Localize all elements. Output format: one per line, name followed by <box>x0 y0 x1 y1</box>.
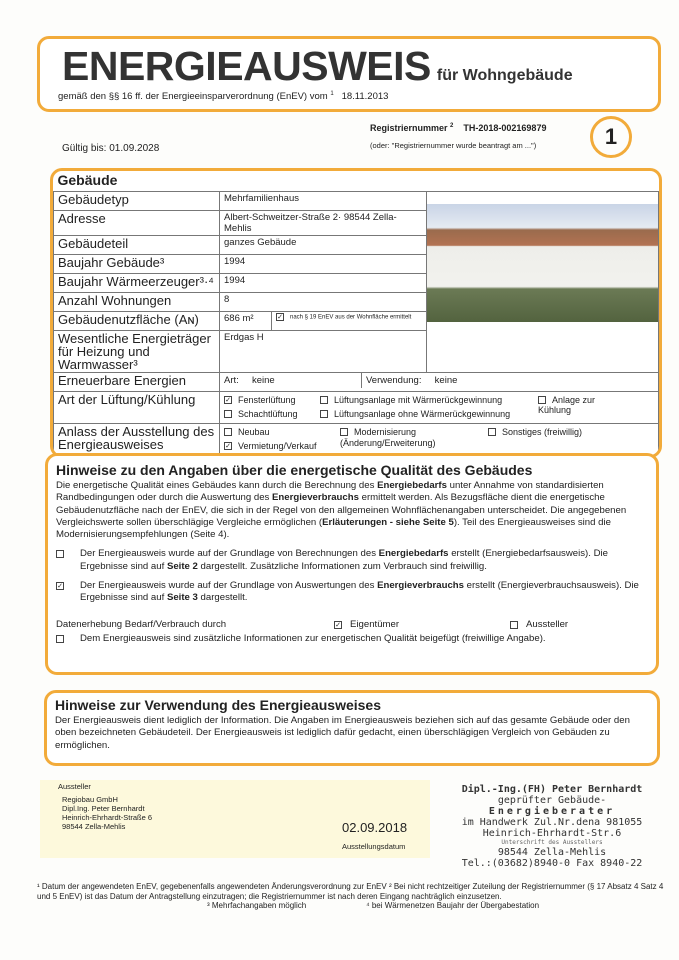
checkbox-checked[interactable]: ✓ <box>225 443 231 451</box>
checkbox[interactable] <box>224 428 232 436</box>
consumption-certificate-option <box>56 580 648 605</box>
text: Die energetische Qualität eines Gebäudes kann durch die Berechnung des <box>56 480 378 491</box>
bold-text: Energiebedarfs <box>378 548 449 560</box>
bold-text: Energieverbrauchs <box>272 492 359 504</box>
text: ). Teil des Energieausweises sind die Modernisierungsempfehlungen (Seite 4). <box>56 516 611 541</box>
text: Der Energieausweis wurde auf der Grundlage von Berechnungen des <box>80 548 379 560</box>
bold-text: Seite 3 <box>166 592 198 604</box>
row-label: Adresse <box>54 210 220 235</box>
intro-text <box>56 480 648 541</box>
checkbox[interactable] <box>320 410 328 418</box>
checkbox[interactable] <box>340 428 348 436</box>
issue-date-label: Ausstellungsdatum <box>342 842 406 851</box>
row-value: Albert-Schweitzer-Straße 2· 98544 Zella-Mehlis <box>220 210 427 235</box>
ventilation-options: ✓ Fensterlüftung Lüftungsanlage mit Wärmerückgewinnung Anlage zur Kühlung Schachtlüftung Lüftungsanlage ohne Wärmerückgewinnung <box>220 391 659 423</box>
row-label: Wesentliche Energieträger für Heizung und Warmwasser³ <box>54 330 220 372</box>
checkbox[interactable] <box>538 396 546 404</box>
row-label: Baujahr Gebäude³ <box>54 254 220 273</box>
row-label: Baujahr Wärmeerzeuger³·⁴ <box>54 273 220 292</box>
row-value: 686 m² <box>220 311 272 330</box>
text: dargestellt. <box>197 592 248 604</box>
checkbox[interactable] <box>56 550 64 558</box>
building-section <box>50 168 662 458</box>
header-box <box>37 36 661 112</box>
row-label: Anlass der Ausstellung des Energieausweises <box>54 423 220 455</box>
row-label: Gebäudetyp <box>54 191 220 210</box>
usage-text: Der Energieausweis dient lediglich der Information. Die Angaben im Energieausweis beziehen sich auf das gesamte Gebäude oder den oben bezeichneten Gebäudeteil. Der Energieausweis ist lediglich dafür gedacht, einen überschlägigen Vergleich von Gebäuden zu ermöglichen. <box>55 715 630 751</box>
checkbox-checked[interactable]: ✓ <box>335 621 341 629</box>
checkbox-checked[interactable]: ✓ <box>57 583 63 591</box>
row-value: ganzes Gebäude <box>220 235 427 254</box>
text: erstellt (Energiebedarfsausweis). Die Ergebnisse sind auf <box>80 548 608 572</box>
subtitle: gemäß den §§ 16 ff. der Energieeinsparverordnung (EnEV) vom $^1$ 18.11.2013 <box>58 91 389 103</box>
issuer-address: Regiobau GmbH Dipl.Ing. Peter Bernhardt Heinrich-Ehrhardt-Straße 6 98544 Zella-Mehlis <box>62 795 153 831</box>
reason-options: Neubau Modernisierung (Änderung/Erweiterung) Sonstiges (freiwillig) ✓ Vermietung/Verkauf <box>220 423 659 455</box>
registration-note: (oder: "Registriernummer wurde beantragt am ...") <box>370 141 537 150</box>
row-label: Anzahl Wohnungen <box>54 292 220 311</box>
text: dargestellt. Zusätzliche Informationen zum Verbrauch sind freiwillig. <box>197 560 487 572</box>
checkbox[interactable] <box>224 410 232 418</box>
registration-number: Registriernummer $^2$ TH-2018-002169879 <box>370 123 547 133</box>
bold-text: Energiebedarfs <box>377 480 447 491</box>
renewable-values: Art: keine Verwendung: keine <box>220 372 659 391</box>
page-number-badge: 1 <box>590 116 632 158</box>
additional-info-option: Dem Energieausweis sind zusätzliche Informationen zur energetischen Qualität beigefügt (freiwillige Angabe). <box>56 633 648 645</box>
row-value: 1994 <box>220 254 427 273</box>
row-label: Art der Lüftung/Kühlung <box>54 391 220 423</box>
row-value: Erdgas H <box>220 330 427 372</box>
checkbox[interactable] <box>56 635 64 643</box>
row-label: Erneuerbare Energien <box>54 372 220 391</box>
issuer-label: Aussteller <box>58 782 91 791</box>
checkbox[interactable] <box>510 621 518 629</box>
checkbox-checked[interactable]: ✓ <box>225 397 231 405</box>
section-title: Gebäude <box>54 171 659 191</box>
building-photo <box>427 191 659 372</box>
valid-until: Gültig bis: 01.09.2028 <box>62 143 160 154</box>
document-title: ENERGIEAUSWEIS für Wohngebäude <box>62 43 573 89</box>
bold-text: Seite 2 <box>166 560 198 572</box>
row-value: 1994 <box>220 273 427 292</box>
text: unter Annahme von standardisierten Randbedingungen oder durch die Auswertung des <box>56 480 604 504</box>
row-value: Mehrfamilienhaus <box>220 191 427 210</box>
text: ermittelt werden. Als Bezugsfläche dient die energetische Gebäudenutzfläche nach der EnEV, die sich in der Regel von den allgemeinen Wohnflächenangaben unterscheidet. Die angegebenen Vergleichswerte sollen überschlägige Vergleiche ermöglichen ( <box>56 492 627 528</box>
usage-notes-section <box>44 690 660 766</box>
data-collection-row: Datenerhebung Bedarf/Verbrauch durch ✓ Eigentümer Aussteller <box>56 618 569 630</box>
section-title: Hinweise zur Verwendung des Energieausweises <box>55 697 382 713</box>
area-method: ✓ nach § 19 EnEV aus der Wohnfläche ermittelt <box>272 311 427 330</box>
demand-certificate-option <box>56 548 648 573</box>
text: erstellt (Energieverbrauchsausweis). Die Ergebnisse sind auf <box>80 580 639 604</box>
issue-date: 02.09.2018 <box>342 820 408 835</box>
bold-text: Erläuterungen - siehe Seite 5 <box>322 516 454 528</box>
checkbox[interactable] <box>488 428 496 436</box>
checkbox-checked[interactable]: ✓ <box>277 313 283 321</box>
row-label: Gebäudeteil <box>54 235 220 254</box>
bold-text: Energieverbrauchs <box>377 580 464 592</box>
text: Der Energieausweis wurde auf der Grundlage von Auswertungen des <box>80 580 378 592</box>
footnotes: ¹ Datum der angewendeten EnEV, gegebenenfalls angewendeten Änderungsverordnung zur EnEV ² Bei nicht rechtzeitiger Zuteilung der Registriernummer (§ 17 Absatz 4 Satz 4 und 5 EnEV) ist das Datum der Antragstellung einzutragen; die Registriernummer ist nach deren Eingang nachträglich einzusetzen. ³ Mehrfachangaben möglich ⁴ bei Wärmenetzen Baujahr der Übergabestation <box>37 882 664 910</box>
checkbox[interactable] <box>320 396 328 404</box>
quality-notes-section <box>45 453 659 675</box>
section-title: Hinweise zu den Angaben über die energetische Qualität des Gebäudes <box>56 462 533 478</box>
row-label: Gebäudenutzfläche (Aɴ) <box>54 311 220 330</box>
row-value: 8 <box>220 292 427 311</box>
building-table <box>53 171 659 455</box>
issuer-stamp: Dipl.-Ing.(FH) Peter Bernhardt geprüfter Gebäude- Energieberater im Handwerk Zul.Nr.dena 981055 Heinrich-Ehrhardt-Str.6 Unterschrift des Ausstellers 98544 Zella-Mehlis Tel.:(03682)8940-0 Fax 8940-22 <box>461 784 643 869</box>
issuer-area <box>40 780 430 858</box>
